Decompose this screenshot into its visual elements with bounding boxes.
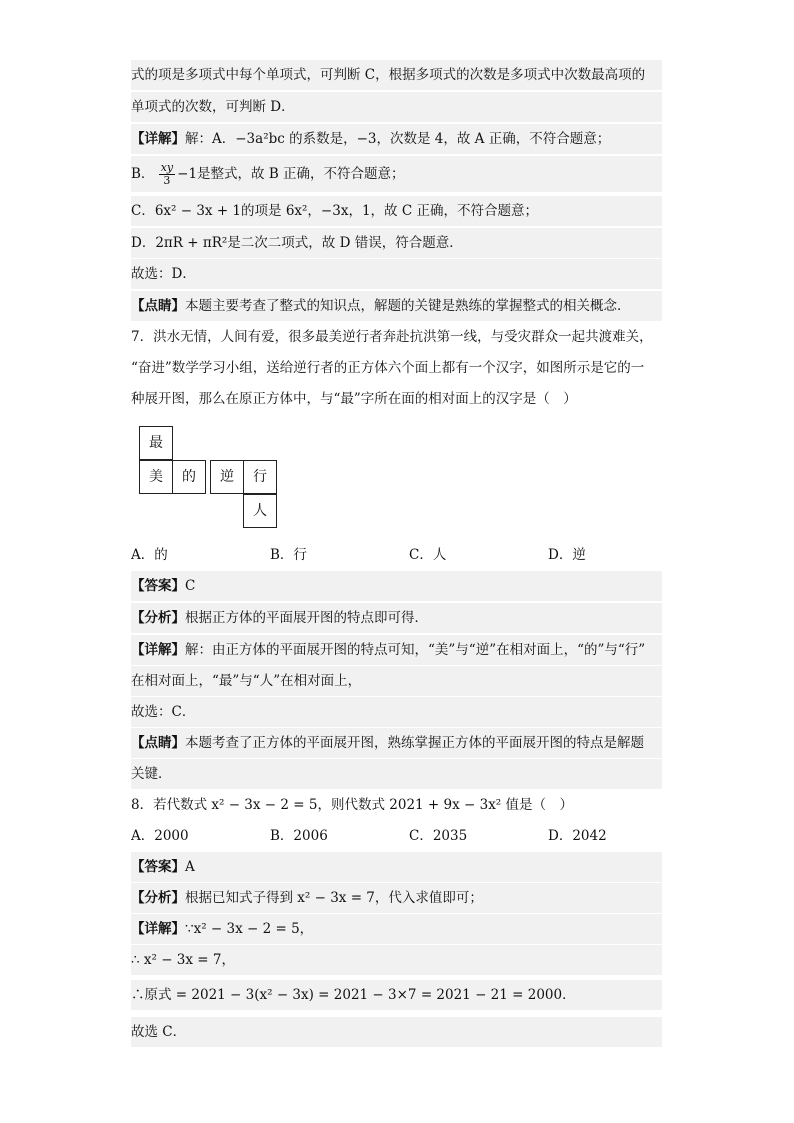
detail-line: 【详解】∵x² − 3x − 2 = 5， (131, 914, 662, 944)
text-line: D．2πR + πR²是二次二项式，故 D 错误，符合题意． (131, 228, 662, 258)
comment-line: 【点睛】本题主要考查了整式的知识点，解题的关键是熟练的掌握整式的相关概念． (131, 291, 662, 321)
choices-row (131, 821, 662, 851)
choice-b: B．2006 (270, 828, 328, 844)
text-line: ∴原式 = 2021 − 3(x² − 3x) = 2021 − 3×7 = 2021 − 21 = 2000． (131, 980, 662, 1010)
section-label: 【详解】 (131, 131, 185, 147)
analysis-line: 【分析】根据已知式子得到 x² − 3x = 7，代入求值即可； (131, 883, 662, 913)
text-line: 故选：C． (131, 697, 662, 727)
section-label: 【点睛】 (131, 298, 185, 314)
net-cell-zui: 最 (139, 426, 173, 460)
text-line: ∴ x² − 3x = 7， (131, 945, 662, 975)
text-line: 单项式的次数，可判断 D． (131, 92, 662, 122)
text-line: 在相对面上，“最”与“人”在相对面上， (131, 666, 662, 696)
choices-row (131, 540, 662, 570)
choice-c: C．2035 (409, 828, 468, 844)
net-cell-xing: 行 (243, 460, 277, 494)
choice-d: D．2042 (548, 828, 607, 844)
fraction: $\frac{xy}{3}$ (160, 161, 174, 187)
question-text: “奋进”数学学习小组，送给逆行者的正方体六个面上都有一个汉字，如图所示是它的一 (131, 360, 645, 376)
choice-a: A．2000 (131, 828, 189, 844)
question-text: 种展开图，那么在原正方体中，与“最”字所在面的相对面上的汉字是（ ） (131, 391, 577, 407)
detail-line: 【详解】解：由正方体的平面展开图的特点可知，“美”与“逆”在相对面上，“的”与“行” (131, 635, 662, 665)
text-line: 关键． (131, 759, 662, 789)
net-cell-ni: 逆 (210, 460, 244, 494)
net-cell-de: 的 (172, 460, 206, 494)
text-line: C．6x² − 3x + 1的项是 6x²，−3x，1，故 C 正确，不符合题意； (131, 196, 662, 226)
choice-b: B．行 (270, 547, 307, 563)
text-line: B． $\frac{xy}{3}$ −1是整式，故 B 正确，不符合题意； (131, 156, 662, 192)
question-text: 7．洪水无情，人间有爱，很多最美逆行者奔赴抗洪第一线，与受灾群众一起共渡难关， (131, 329, 653, 345)
comment-line: 【点睛】本题考查了正方体的平面展开图，熟练掌握正方体的平面展开图的特点是解题 (131, 728, 662, 758)
question-text: 8．若代数式 x² − 3x − 2 = 5，则代数式 2021 + 9x − 3x² 值是（ ） (131, 797, 574, 813)
text-line: 故选 C． (131, 1017, 662, 1047)
text-line: 故选：D． (131, 259, 662, 289)
choice-a: A．的 (131, 547, 168, 563)
detail-line: 【详解】解：A．−3a²bc 的系数是，−3，次数是 4，故 A 正确，不符合题意； (131, 124, 662, 154)
analysis-line: 【分析】根据正方体的平面展开图的特点即可得． (131, 603, 662, 633)
answer-line: 【答案】C (131, 571, 662, 601)
choice-c: C．人 (409, 547, 447, 563)
text-line: 式的项是多项式中每个单项式，可判断 C，根据多项式的次数是多项式中次数最高项的 (131, 60, 662, 90)
choice-d: D．逆 (548, 547, 586, 563)
net-cell-ren: 人 (243, 494, 277, 528)
net-cell-mei: 美 (139, 460, 173, 494)
answer-line: 【答案】A (131, 852, 662, 882)
